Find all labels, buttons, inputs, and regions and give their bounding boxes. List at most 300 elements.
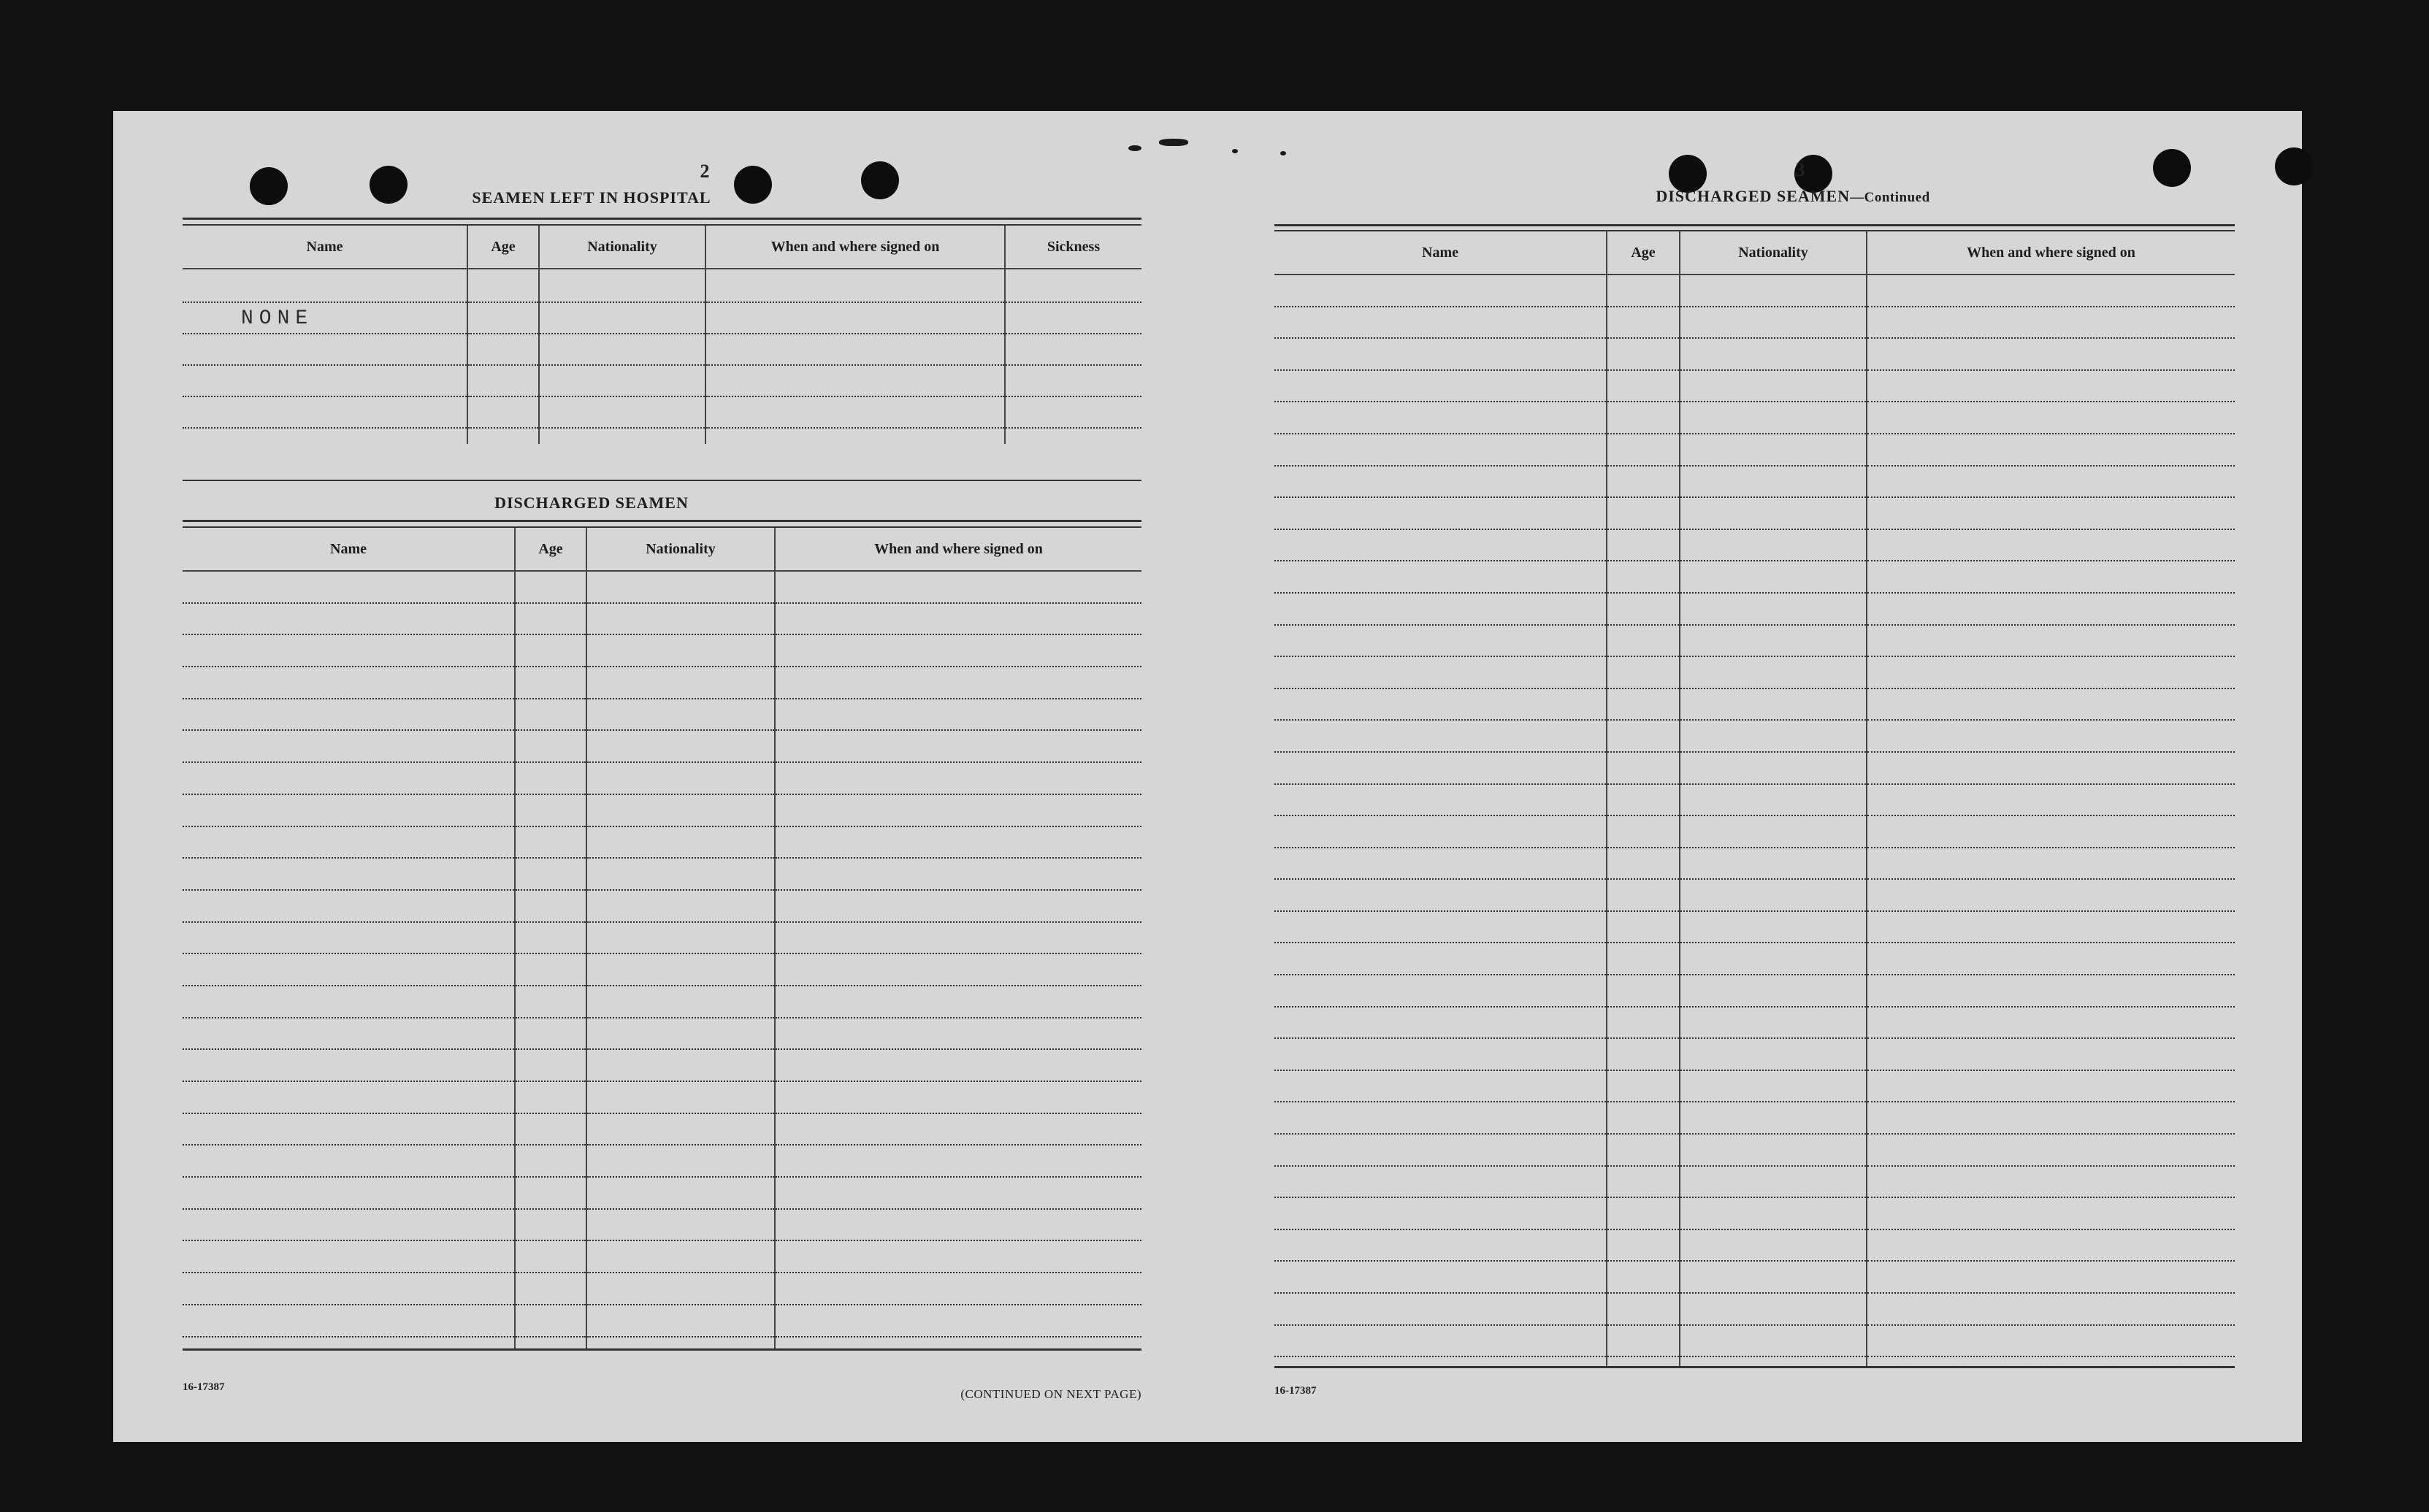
table-cell: [515, 1177, 586, 1209]
table-cell: [1680, 720, 1867, 752]
table-cell: [183, 762, 515, 794]
table-cell: [586, 699, 775, 731]
table-cell: [1274, 1070, 1607, 1102]
table-cell: [1867, 1293, 2235, 1325]
form-number: 16-17387: [183, 1381, 225, 1393]
table-cell: [515, 1049, 586, 1081]
table-cell: [183, 1240, 515, 1273]
table-cell: [1867, 1070, 2235, 1102]
column-header-age: Age: [467, 226, 539, 269]
table-cell: [183, 1273, 515, 1305]
table-cell: [1607, 975, 1680, 1007]
table-row: [183, 794, 1141, 826]
table-cell: [1680, 1293, 1867, 1325]
table-row: [1274, 1166, 2235, 1198]
table-cell: [1680, 561, 1867, 593]
table-cell: [1867, 275, 2235, 307]
table-cell: [1607, 1007, 1680, 1039]
table-row: [1274, 1356, 2235, 1367]
table-row: [1274, 816, 2235, 848]
table-cell: [1867, 911, 2235, 943]
table-cell: [1607, 1070, 1680, 1102]
table-cell: [1680, 879, 1867, 911]
table-row: [183, 1177, 1141, 1209]
section-title-discharged: DISCHARGED SEAMEN: [494, 494, 689, 512]
table-cell: [775, 571, 1141, 603]
title-rule: [183, 520, 1141, 522]
table-cell: [1680, 688, 1867, 721]
table-cell: [1867, 370, 2235, 402]
page-number: 2: [700, 161, 710, 182]
table-cell: [586, 986, 775, 1018]
table-cell: [183, 730, 515, 762]
table-cell: [1680, 529, 1867, 561]
column-header-name: Name: [1274, 231, 1607, 275]
table-cell: [1274, 466, 1607, 498]
table-cell: [1607, 561, 1680, 593]
right-page: [1274, 111, 2302, 1442]
table-cell: [1607, 1102, 1680, 1134]
table-cell: [586, 922, 775, 954]
table-row: [183, 1337, 1141, 1350]
table-cell: [1680, 402, 1867, 434]
table-row: [1274, 1197, 2235, 1229]
table-cell: [1680, 466, 1867, 498]
table-cell: [1274, 1166, 1607, 1198]
table-cell: [1680, 275, 1867, 307]
table-cell: [775, 826, 1141, 859]
table-row: [1274, 370, 2235, 402]
table-cell: [1680, 497, 1867, 529]
section-title-discharged-continued: [1610, 187, 1975, 206]
table-header-row: [183, 226, 1141, 269]
table-row: [1274, 529, 2235, 561]
table-cell: [1867, 816, 2235, 848]
punch-hole: [250, 167, 288, 205]
table-cell: [1680, 1102, 1867, 1134]
table-cell: [1274, 625, 1607, 657]
scan-speck: [1232, 149, 1238, 153]
table-row: [183, 302, 1141, 334]
table-row: [183, 986, 1141, 1018]
table-cell: [1867, 943, 2235, 975]
table-cell: [1680, 1038, 1867, 1070]
table-cell: [775, 1145, 1141, 1177]
table-cell: [1867, 1356, 2235, 1367]
table-cell: [1867, 1038, 2235, 1070]
table-cell: [183, 1177, 515, 1209]
column-header-nationality: Nationality: [539, 226, 705, 269]
table-cell: [1274, 975, 1607, 1007]
punch-hole: [2275, 147, 2313, 185]
table-row: [183, 890, 1141, 922]
table-cell: [183, 1113, 515, 1145]
table-cell: [586, 603, 775, 635]
table-cell: [1867, 1007, 2235, 1039]
table-row: [183, 634, 1141, 667]
table-cell: [1680, 975, 1867, 1007]
table-cell: [1607, 720, 1680, 752]
table-row: [1274, 879, 2235, 911]
table-cell: [1274, 1134, 1607, 1166]
table-cell: [1680, 370, 1867, 402]
table-cell: [183, 1209, 515, 1241]
table-row: [183, 667, 1141, 699]
table-cell: [586, 667, 775, 699]
table-cell: [1274, 529, 1607, 561]
hospital-table: [183, 226, 1141, 444]
table-cell: [1274, 307, 1607, 339]
table-cell: [1867, 1261, 2235, 1293]
document-sheet: [113, 111, 2302, 1442]
table-row: [183, 603, 1141, 635]
table-cell: [775, 1209, 1141, 1241]
column-header-name: Name: [183, 226, 467, 269]
table-row: [1274, 593, 2235, 625]
table-cell: [1607, 784, 1680, 816]
table-cell: [1274, 275, 1607, 307]
table-row: [1274, 402, 2235, 434]
table-cell: [1607, 1038, 1680, 1070]
table-cell: [1607, 816, 1680, 848]
table-cell: [1867, 402, 2235, 434]
table-row: [183, 1240, 1141, 1273]
table-row: [183, 1305, 1141, 1337]
table-cell: [1867, 720, 2235, 752]
table-cell: [1274, 943, 1607, 975]
table-row: [1274, 1102, 2235, 1134]
table-row: [1274, 275, 2235, 307]
section-rule: [183, 480, 1141, 481]
table-row: [183, 396, 1141, 428]
table-cell: [1607, 466, 1680, 498]
table-cell: [1607, 370, 1680, 402]
table-cell: [1607, 434, 1680, 466]
table-row: [183, 1081, 1141, 1113]
table-row: [183, 762, 1141, 794]
table-cell: [515, 730, 586, 762]
table-row: [183, 571, 1141, 603]
table-cell: [1607, 307, 1680, 339]
table-cell: [1867, 688, 2235, 721]
table-cell: [1274, 784, 1607, 816]
table-cell: [1607, 1134, 1680, 1166]
table-cell: [1274, 688, 1607, 721]
table-cell: [586, 634, 775, 667]
table-row: [1274, 1070, 2235, 1102]
table-cell: [1867, 848, 2235, 880]
table-cell: [775, 794, 1141, 826]
table-cell: [1274, 752, 1607, 784]
table-cell: [1274, 1229, 1607, 1262]
table-cell: [1867, 593, 2235, 625]
title-rule: [1274, 224, 2235, 226]
table-cell: [1867, 1166, 2235, 1198]
table-row: [1274, 466, 2235, 498]
table-cell: [1607, 879, 1680, 911]
table-cell: [515, 1145, 586, 1177]
table-cell: [586, 1177, 775, 1209]
column-header-signed-on: When and where signed on: [775, 528, 1141, 571]
table-row: [1274, 1261, 2235, 1293]
table-row: [1274, 1229, 2235, 1262]
table-row: [1274, 434, 2235, 466]
table-cell: [1607, 1356, 1680, 1367]
table-cell: [1680, 816, 1867, 848]
table-row: [1274, 625, 2235, 657]
table-row: [1274, 656, 2235, 688]
table-row: [183, 953, 1141, 986]
table-cell: [1867, 975, 2235, 1007]
table-cell: [1680, 656, 1867, 688]
table-cell: [775, 1240, 1141, 1273]
table-row: [1274, 338, 2235, 370]
table-cell: [1867, 784, 2235, 816]
table-cell: [1607, 402, 1680, 434]
table-cell: [775, 730, 1141, 762]
title-sub: —Continued: [1850, 190, 1930, 205]
table-cell: [183, 699, 515, 731]
punch-hole: [370, 166, 408, 204]
table-cell: [586, 571, 775, 603]
column-header-nationality: Nationality: [1680, 231, 1867, 275]
table-cell: [515, 826, 586, 859]
column-header-age: Age: [515, 528, 586, 571]
table-row: [1274, 752, 2235, 784]
table-cell: [586, 858, 775, 890]
table-cell: [183, 826, 515, 859]
table-cell: [515, 1018, 586, 1050]
table-row: [1274, 911, 2235, 943]
table-row: [1274, 1038, 2235, 1070]
table-cell: [1274, 1325, 1607, 1357]
table-cell: [1680, 307, 1867, 339]
table-cell: [515, 1337, 586, 1350]
table-cell: [515, 1081, 586, 1113]
scan-speck: [1128, 145, 1141, 151]
table-cell: [183, 1305, 515, 1337]
table-cell: [1274, 497, 1607, 529]
table-cell: [1867, 1325, 2235, 1357]
table-cell: [515, 794, 586, 826]
table-cell: [515, 634, 586, 667]
table-cell: [515, 762, 586, 794]
table-cell: [1607, 1325, 1680, 1357]
table-cell: [183, 858, 515, 890]
table-cell: [586, 890, 775, 922]
left-page: [113, 111, 1274, 1442]
table-cell: [586, 1145, 775, 1177]
table-cell: [1274, 402, 1607, 434]
table-cell: [1867, 879, 2235, 911]
section-title-hospital: SEAMEN LEFT IN HOSPITAL: [472, 188, 711, 207]
table-cell: [1867, 752, 2235, 784]
table-cell: [1607, 1261, 1680, 1293]
table-cell: [1680, 1229, 1867, 1262]
table-cell: [1274, 1356, 1607, 1367]
table-row: [183, 858, 1141, 890]
table-cell: [1607, 1197, 1680, 1229]
table-cell: [1680, 911, 1867, 943]
table-cell: [1680, 625, 1867, 657]
table-cell: [515, 603, 586, 635]
table-cell: [775, 953, 1141, 986]
table-cell: [183, 922, 515, 954]
table-cell: [1607, 497, 1680, 529]
table-row: [1274, 1134, 2235, 1166]
table-cell: [1274, 1038, 1607, 1070]
table-cell: [775, 1049, 1141, 1081]
table-cell: [1867, 307, 2235, 339]
table-cell: [1867, 561, 2235, 593]
table-cell: [775, 1081, 1141, 1113]
table-cell: [586, 730, 775, 762]
table-cell: [1867, 1197, 2235, 1229]
table-cell: [1274, 1007, 1607, 1039]
table-cell: [1607, 943, 1680, 975]
table-cell: [1680, 752, 1867, 784]
table-cell: [515, 571, 586, 603]
table-row: [183, 826, 1141, 859]
table-row: [1274, 1007, 2235, 1039]
table-cell: [1867, 625, 2235, 657]
table-cell: [775, 603, 1141, 635]
table-row: [183, 365, 1141, 396]
title-main: DISCHARGED SEAMEN: [1656, 187, 1851, 205]
table-cell: [183, 1337, 515, 1350]
table-cell: [1274, 561, 1607, 593]
table-cell: [1680, 943, 1867, 975]
table-cell: [775, 922, 1141, 954]
table-cell: [1607, 275, 1680, 307]
table-cell: [183, 603, 515, 635]
table-row: [183, 428, 1141, 444]
table-cell: [1274, 434, 1607, 466]
column-header-signed-on: When and where signed on: [705, 226, 1005, 269]
table-cell: [1680, 784, 1867, 816]
table-cell: [1680, 593, 1867, 625]
table-cell: [1607, 593, 1680, 625]
table-cell: [586, 1209, 775, 1241]
table-row: [183, 1113, 1141, 1145]
table-cell: [775, 762, 1141, 794]
table-cell: [183, 1081, 515, 1113]
table-cell: [1680, 434, 1867, 466]
table-cell: [586, 762, 775, 794]
table-cell: [515, 953, 586, 986]
table-cell: [1607, 338, 1680, 370]
table-row: [1274, 497, 2235, 529]
table-cell: [586, 1305, 775, 1337]
table-cell: [515, 1113, 586, 1145]
table-cell: [775, 667, 1141, 699]
table-cell: [775, 1337, 1141, 1350]
table-cell: [515, 667, 586, 699]
table-cell: [775, 1273, 1141, 1305]
table-cell: [183, 890, 515, 922]
table-cell: [1274, 848, 1607, 880]
table-cell: [775, 699, 1141, 731]
table-cell: [1680, 1325, 1867, 1357]
table-row: [183, 334, 1141, 365]
table-cell: [1274, 1293, 1607, 1325]
table-cell: [515, 922, 586, 954]
discharged-table: [183, 528, 1141, 1351]
table-cell: [1607, 688, 1680, 721]
table-cell: [586, 1113, 775, 1145]
continued-note: (CONTINUED ON NEXT PAGE): [960, 1387, 1141, 1401]
table-cell: [1274, 1102, 1607, 1134]
table-row: [183, 1209, 1141, 1241]
table-cell: [1680, 1197, 1867, 1229]
table-cell: [1680, 1261, 1867, 1293]
table-cell: [1867, 1134, 2235, 1166]
table-cell: [775, 634, 1141, 667]
table-cell: [515, 699, 586, 731]
table-cell: [586, 1337, 775, 1350]
punch-hole: [2153, 149, 2191, 187]
table-cell: [183, 986, 515, 1018]
table-cell: [1680, 1070, 1867, 1102]
table-row: [1274, 848, 2235, 880]
table-cell: [1867, 1102, 2235, 1134]
discharged-continued-table: [1274, 231, 2235, 1368]
table-cell: [1680, 1007, 1867, 1039]
table-cell: [183, 667, 515, 699]
table-cell: [515, 1209, 586, 1241]
entry-none: NONE: [241, 307, 314, 330]
table-cell: [775, 858, 1141, 890]
table-cell: [1274, 720, 1607, 752]
table-cell: [586, 1273, 775, 1305]
column-header-age: Age: [1607, 231, 1680, 275]
table-cell: [586, 1081, 775, 1113]
table-cell: [775, 1177, 1141, 1209]
table-cell: [1867, 434, 2235, 466]
table-row: [183, 1145, 1141, 1177]
table-cell: [1680, 848, 1867, 880]
table-cell: [1607, 752, 1680, 784]
table-cell: [1274, 656, 1607, 688]
column-header-sickness: Sickness: [1005, 226, 1141, 269]
table-cell: [586, 1240, 775, 1273]
table-cell: [775, 1305, 1141, 1337]
table-cell: [1274, 879, 1607, 911]
column-header-signed-on: When and where signed on: [1867, 231, 2235, 275]
table-cell: [1274, 911, 1607, 943]
table-row: [183, 922, 1141, 954]
table-row: [1274, 943, 2235, 975]
table-cell: [1680, 1356, 1867, 1367]
table-cell: [183, 1049, 515, 1081]
table-cell: [1607, 1166, 1680, 1198]
table-cell: [183, 634, 515, 667]
table-row: [183, 1049, 1141, 1081]
table-row: [1274, 1293, 2235, 1325]
table-header-row: [1274, 231, 2235, 275]
table-cell: [183, 571, 515, 603]
page-number: 3: [1795, 159, 1805, 180]
table-cell: [1274, 593, 1607, 625]
table-cell: [515, 858, 586, 890]
table-row: [183, 1273, 1141, 1305]
table-cell: [515, 1273, 586, 1305]
table-cell: [1607, 656, 1680, 688]
title-rule: [183, 218, 1141, 220]
table-cell: [1607, 1293, 1680, 1325]
table-cell: [586, 1018, 775, 1050]
table-cell: [1607, 1229, 1680, 1262]
